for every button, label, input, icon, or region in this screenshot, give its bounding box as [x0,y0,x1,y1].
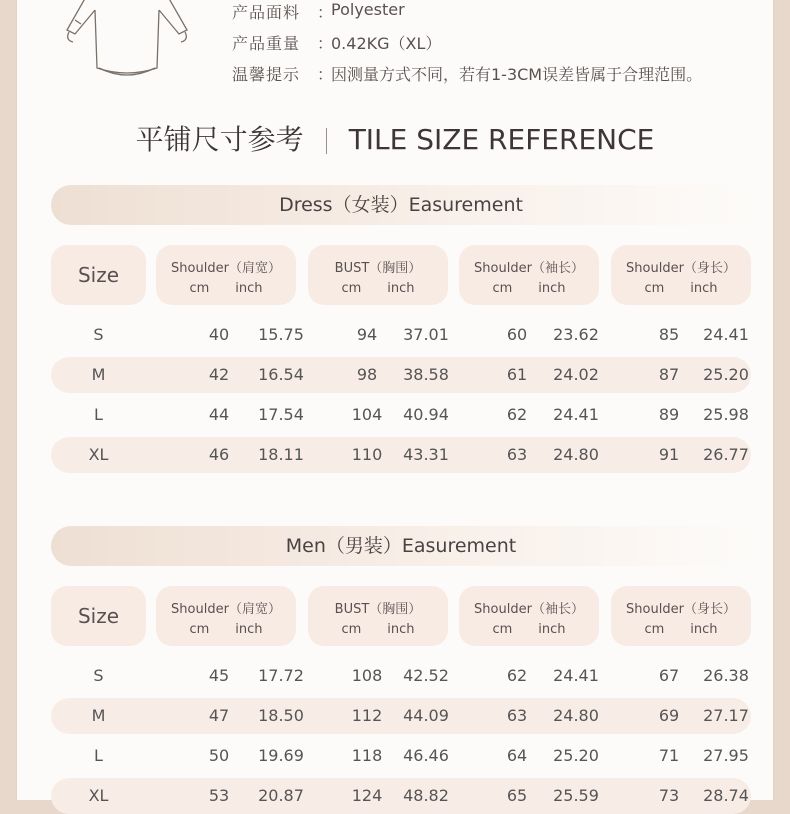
unit-cm: cm [644,622,665,637]
inch-value-cell: 24.80 [553,445,599,464]
cm-value-cell: 98 [356,365,378,384]
cm-value-cell: 63 [506,706,528,725]
info-value: Polyester [331,0,405,19]
inch-value-cell: 27.95 [703,746,749,765]
size-cell: S [93,666,104,685]
table-row [51,357,751,393]
inch-value-cell: 25.20 [703,365,749,384]
cm-value-cell: 47 [208,706,230,725]
header-label: BUST（胸围） [334,602,422,617]
info-value: 0.42KG（XL） [331,34,442,53]
inch-value-cell: 18.11 [258,445,304,464]
info-separator: ： [317,34,334,53]
garment-label [119,0,137,1]
header-label: Shoulder（肩宽） [171,602,281,617]
inch-value-cell: 24.41 [553,405,599,424]
header-size: Size [51,245,146,305]
header-shoulder-width [156,586,296,646]
title-cn: 平铺尺寸参考 [135,123,304,156]
size-cell: M [91,365,106,384]
table-title-banner: Men（男装）Easurement [51,526,751,566]
cm-value-cell: 62 [506,666,528,685]
unit-inch: inch [690,281,718,296]
info-row-weight [232,31,441,54]
inch-value-cell: 23.62 [553,325,599,344]
unit-inch: inch [538,622,566,637]
inch-value-cell: 17.72 [258,666,304,685]
inch-value-cell: 27.17 [703,706,749,725]
inch-value-cell: 25.59 [553,786,599,805]
info-key: 产品重量 [232,34,301,53]
inch-value-cell: 18.50 [258,706,304,725]
header-label: Shoulder（袖长） [474,602,584,617]
info-row-notice [232,62,702,85]
inch-value-cell: 43.31 [403,445,449,464]
table-row [51,397,751,433]
table-row [51,658,751,694]
inch-value-cell: 42.52 [403,666,449,685]
header-sleeve [459,245,599,305]
inch-value-cell: 17.54 [258,405,304,424]
cm-value-cell: 61 [506,365,528,384]
table-row [51,698,751,734]
cm-value-cell: 53 [208,786,230,805]
unit-cm: cm [492,281,513,296]
unit-cm: cm [189,281,210,296]
header-label: Shoulder（身长） [626,261,736,276]
inch-value-cell: 19.69 [258,746,304,765]
inch-value-cell: 24.80 [553,706,599,725]
header-length [611,245,751,305]
cm-value-cell: 46 [208,445,230,464]
cm-value-cell: 94 [356,325,378,344]
inch-value-cell: 15.75 [258,325,304,344]
cm-value-cell: 110 [351,445,383,464]
cm-value-cell: 42 [208,365,230,384]
header-label: Shoulder（身长） [626,602,736,617]
cm-value-cell: 45 [208,666,230,685]
unit-cm: cm [341,622,362,637]
info-value: 因测量方式不同，若有1-3CM误差皆属于合理范围。 [331,65,703,84]
inch-value-cell: 25.20 [553,746,599,765]
inch-value-cell: 25.98 [703,405,749,424]
inch-value-cell: 44.09 [403,706,449,725]
header-bust [308,586,448,646]
unit-inch: inch [538,281,566,296]
inch-value-cell: 26.77 [703,445,749,464]
header-size: Size [51,586,146,646]
size-cell: L [94,746,103,765]
unit-inch: inch [387,281,415,296]
cm-value-cell: 85 [658,325,680,344]
cm-value-cell: 124 [351,786,383,805]
header-length [611,586,751,646]
inch-value-cell: 38.58 [403,365,449,384]
inch-value-cell: 16.54 [258,365,304,384]
size-cell: L [94,405,103,424]
info-key: 产品面料 [232,3,301,22]
header-bust [308,245,448,305]
unit-inch: inch [235,622,263,637]
header-sleeve [459,586,599,646]
size-cell: XL [88,445,109,464]
inch-value-cell: 20.87 [258,786,304,805]
cm-value-cell: 73 [658,786,680,805]
size-cell: M [91,706,106,725]
size-cell: S [93,325,104,344]
unit-cm: cm [189,622,210,637]
inch-value-cell: 24.02 [553,365,599,384]
cm-value-cell: 104 [351,405,383,424]
inch-value-cell: 24.41 [703,325,749,344]
header-shoulder-width [156,245,296,305]
cm-value-cell: 87 [658,365,680,384]
cm-value-cell: 67 [658,666,680,685]
header-label: BUST（胸围） [334,261,422,276]
unit-inch: inch [387,622,415,637]
inch-value-cell: 48.82 [403,786,449,805]
cm-value-cell: 63 [506,445,528,464]
table-title-banner: Dress（女装）Easurement [51,185,751,225]
cm-value-cell: 50 [208,746,230,765]
info-row-fabric [232,0,405,23]
unit-inch: inch [235,281,263,296]
unit-cm: cm [341,281,362,296]
cm-value-cell: 44 [208,405,230,424]
cm-value-cell: 118 [351,746,383,765]
table-row [51,437,751,473]
inch-value-cell: 40.94 [403,405,449,424]
inch-value-cell: 28.74 [703,786,749,805]
garment-sketch-icon [57,0,197,85]
size-cell: XL [88,786,109,805]
cm-value-cell: 71 [658,746,680,765]
table-row [51,738,751,774]
header-label: Shoulder（肩宽） [171,261,281,276]
info-separator: ： [317,3,334,22]
inch-value-cell: 26.38 [703,666,749,685]
cm-value-cell: 64 [506,746,528,765]
cm-value-cell: 65 [506,786,528,805]
cm-value-cell: 108 [351,666,383,685]
cm-value-cell: 89 [658,405,680,424]
unit-cm: cm [644,281,665,296]
cm-value-cell: 40 [208,325,230,344]
product-info [17,0,773,100]
inch-value-cell: 24.41 [553,666,599,685]
table-row [51,778,751,814]
cm-value-cell: 60 [506,325,528,344]
title-en: TILE SIZE REFERENCE [348,123,655,156]
cm-value-cell: 112 [351,706,383,725]
unit-cm: cm [492,622,513,637]
size-chart-page [16,0,774,805]
page-title [17,118,773,158]
cm-value-cell: 91 [658,445,680,464]
cm-value-cell: 69 [658,706,680,725]
info-separator: ： [317,65,334,84]
inch-value-cell: 46.46 [403,746,449,765]
inch-value-cell: 37.01 [403,325,449,344]
info-key: 温馨提示 [232,65,301,84]
unit-inch: inch [690,622,718,637]
header-label: Shoulder（袖长） [474,261,584,276]
table-row [51,317,751,353]
cm-value-cell: 62 [506,405,528,424]
title-divider [326,128,327,154]
